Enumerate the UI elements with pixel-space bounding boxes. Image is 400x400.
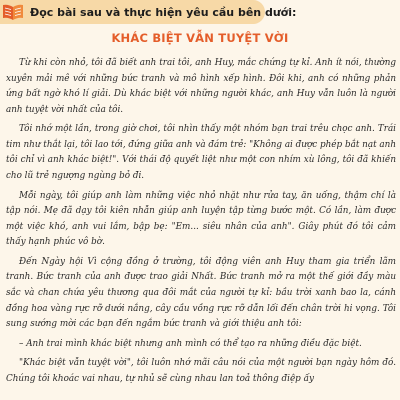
- paragraph-1: Từ khi còn nhỏ, tôi đã biết anh trai tôi, anh Huy, mắc chứng tự kỉ. Anh ít nói, thường xuyên mải mê với những bức tranh và mô hình xếp hình. Đôi khi, anh có những phản ứng bất ngờ khó lí giải. Dù khác biệt với những người khác, anh Huy vẫn luôn là người anh tuyệt vời nhất của tôi.: [6, 58, 396, 115]
- open-book-icon: [2, 3, 24, 21]
- instruction-banner: [0, 0, 297, 24]
- instruction-text: Đọc bài sau và thực hiện yêu cầu bên dưới:: [30, 5, 297, 19]
- article-title: KHÁC BIỆT VẪN TUYỆT VỜI: [111, 31, 289, 45]
- paragraph-3: Mỗi ngày, tôi giúp anh làm những việc nhỏ nhặt như rửa tay, ăn uống, thậm chí là tập nói. Mẹ đã dạy tôi kiên nhẫn giúp anh luyện tập từng bước một. Có lần, làm được một việc khó, anh vui lắm, bập bẹ: "Em... siêu nhân của anh". Giây phút đó tôi cảm thấy hạnh phúc vô bờ.: [6, 190, 396, 248]
- paragraph-2: Tôi nhớ một lần, trong giờ chơi, tôi nhìn thấy một nhóm bạn trai trêu chọc anh. Trái tim như thắt lại, tôi lao tới, đứng giữa anh và đám trẻ: "Không ai được phép bắt nạt anh tôi chỉ vì anh khác biệt!". Với thái độ quyết liệt như một con nhím xù lông, tôi đã khiến cho lũ trẻ ngượng ngùng bỏ đi.: [6, 124, 396, 182]
- paragraph-5: – Anh trai mình khác biệt nhưng anh mình có thể tạo ra những điều đặc biệt.: [19, 338, 362, 349]
- paragraph-4: Đến Ngày hội Vì cộng đồng ở trường, tôi động viên anh Huy tham gia triển lãm tranh. Bức tranh của anh được trao giải Nhất. Bức tranh mở ra một thế giới đầy màu sắc và chan chứa yêu thương qua đôi mắt của người tự kỉ: bầu trời xanh bao la, cánh đồng hoa vàng rực rỡ dưới nắng, cây cầu vồng rực rỡ dẫn lối đến chân trời hi vọng. Tôi sung sướng mời các bạn đến ngắm bức tranh và giới thiệu anh tôi:: [6, 256, 396, 330]
- article-body: [6, 56, 396, 387]
- paragraph-6: "Khác biệt vẫn tuyệt vời", tôi luôn nhớ mãi câu nói của một người bạn ngày hôm đó. Chúng tôi khoác vai nhau, tự nhủ sẽ cùng nhau lan toả thông điệp ấy: [6, 358, 396, 384]
